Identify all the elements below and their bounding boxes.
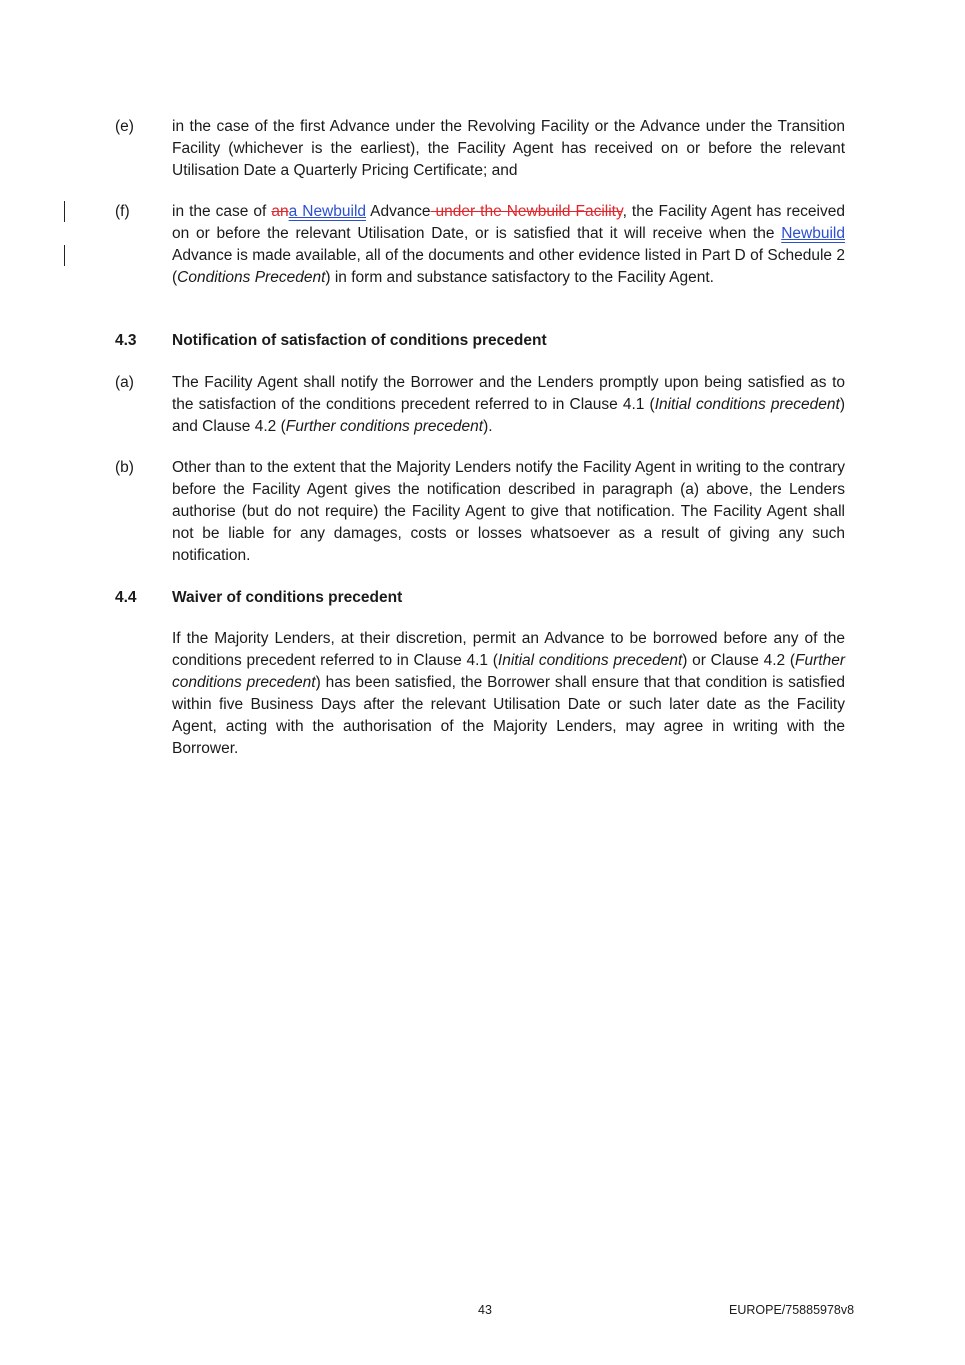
paragraph-label: (e) <box>115 118 134 135</box>
italic-text: Conditions Precedent <box>177 269 326 286</box>
paragraph-4-3-a <box>115 372 845 438</box>
text-run: , the Facility Agent has received on or before the relevant Utilisation Date, or is satisfied that it will receive when the <box>172 203 845 242</box>
change-bar <box>64 201 65 222</box>
paragraph-text: Other than to the extent that the Majority Lenders notify the Facility Agent in writing to the contrary before the Facility Agent gives the notification described in paragraph (a) above, the Lenders authorise (but do not require) the Facility Agent to give that notification. The Facility Agent shall not be liable for any damages, costs or losses whatsoever as a result of giving any such notification. <box>172 459 845 564</box>
paragraph-e <box>115 116 845 182</box>
text-run: ) in form and substance satisfactory to the Facility Agent. <box>325 269 714 286</box>
text-run: in the case of <box>172 203 272 220</box>
paragraph-label: (b) <box>115 459 134 476</box>
inserted-text: a Newbuild <box>288 203 367 220</box>
change-bar <box>64 245 65 266</box>
text-run: Advance is made available, all of the documents and other evidence listed in Part D of Schedule 2 ( <box>172 247 845 286</box>
text-run: ) and Clause 4.2 ( <box>172 396 845 435</box>
paragraph-text <box>172 201 845 289</box>
paragraph-f <box>115 201 845 289</box>
text-run: ) or Clause 4.2 ( <box>682 652 796 669</box>
italic-text: Further conditions precedent <box>172 652 845 691</box>
paragraph-label: (a) <box>115 374 134 391</box>
section-heading-4-3 <box>115 330 845 352</box>
inserted-text: Newbuild <box>781 225 845 242</box>
section-number: 4.3 <box>115 332 137 349</box>
text-run: ) has been satisfied, the Borrower shall ensure that that condition is satisfied within five Business Days after the relevant Utilisation Date or such later date as the Facility Agent, acting with the authorisation of the Majority Lenders, may agree in writing with the Borrower. <box>172 674 845 757</box>
section-title: Waiver of conditions precedent <box>172 589 403 606</box>
section-number: 4.4 <box>115 589 137 606</box>
paragraph-4-3-b <box>115 457 845 567</box>
paragraph-text <box>172 628 845 760</box>
section-heading-4-4 <box>115 587 845 609</box>
page-number: 43 <box>478 1303 492 1317</box>
paragraph-text <box>172 372 845 438</box>
deleted-text: an <box>271 203 289 220</box>
paragraph-text: in the case of the first Advance under the Revolving Facility or the Advance under the Transition Facility (whichever is the earliest), the Facility Agent has received on or before the relevant Utilisation Date a Quarterly Pricing Certificate; and <box>172 118 845 179</box>
text-run: If the Majority Lenders, at their discretion, permit an Advance to be borrowed before any of the conditions precedent referred to in Clause 4.1 ( <box>172 630 845 669</box>
italic-text: Initial conditions precedent <box>654 396 840 413</box>
section-title: Notification of satisfaction of conditions precedent <box>172 332 547 349</box>
text-run: Advance <box>366 203 431 220</box>
italic-text: Further conditions precedent <box>285 418 484 435</box>
document-reference: EUROPE/75885978v8 <box>729 1303 855 1317</box>
italic-text: Initial conditions precedent <box>497 652 683 669</box>
text-run: ). <box>483 418 493 435</box>
paragraph-4-4 <box>115 628 845 760</box>
text-run: The Facility Agent shall notify the Borrower and the Lenders promptly upon being satisfied as to the satisfaction of the conditions precedent referred to in Clause 4.1 ( <box>172 374 845 413</box>
paragraph-label: (f) <box>115 203 130 220</box>
deleted-text: under the Newbuild Facility <box>430 203 623 220</box>
